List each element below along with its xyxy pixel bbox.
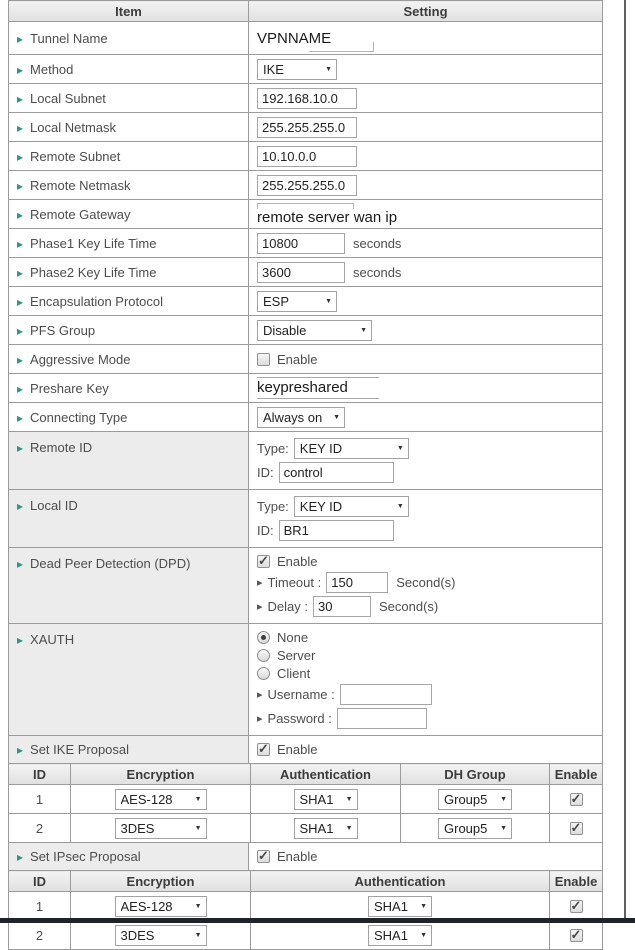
row-label: Dead Peer Detection (DPD) (30, 556, 191, 571)
timeout-label: Timeout : (267, 575, 322, 590)
ike-row-enable-checkbox-1[interactable] (570, 793, 583, 806)
pfs-group-select[interactable]: Disable ▼ (257, 320, 372, 341)
row-label: Remote Netmask (30, 177, 131, 193)
row-label: Set IPsec Proposal (30, 849, 141, 864)
chevron-down-icon: ▼ (194, 824, 202, 832)
ipsec-proposal-enable-checkbox[interactable] (257, 850, 270, 863)
row-encapsulation-protocol (9, 287, 603, 316)
chevron-down-icon: ▼ (194, 795, 202, 803)
dpd-timeout-input[interactable] (326, 572, 388, 593)
ipsec-row-enable-checkbox-2[interactable] (570, 929, 583, 942)
password-label: Password : (267, 711, 332, 726)
input-corner-decoration (309, 42, 374, 52)
row-label: Set IKE Proposal (30, 742, 130, 757)
remote-netmask-input[interactable] (257, 175, 357, 196)
ike-proposal-table (8, 763, 603, 843)
sub-bullet-arrow-icon: ▸ (257, 601, 263, 613)
bullet-arrow-icon: ▸ (17, 381, 24, 396)
bullet-arrow-icon: ▸ (17, 91, 24, 106)
local-netmask-input[interactable] (257, 117, 357, 138)
row-label: Aggressive Mode (30, 351, 131, 367)
row-tunnel-name (9, 22, 603, 55)
row-phase2-key-life-time (9, 258, 603, 287)
bullet-arrow-icon: ▸ (17, 178, 24, 193)
row-label: Phase2 Key Life Time (30, 264, 157, 280)
row-label: Remote Gateway (30, 206, 131, 222)
item-column-header: Item (9, 1, 249, 22)
ike-authentication-select-1[interactable]: SHA1 ▼ (294, 789, 358, 810)
chevron-down-icon: ▼ (396, 445, 404, 452)
xauth-server-radio[interactable] (257, 649, 270, 662)
proposal-id: 2 (9, 814, 71, 843)
ike-encryption-select-2[interactable]: 3DES ▼ (115, 818, 207, 839)
row-remote-id (9, 432, 603, 490)
local-id-input[interactable] (279, 520, 394, 541)
window-frame-vertical-line (624, 0, 626, 923)
bullet-arrow-icon: ▸ (17, 236, 24, 251)
bullet-arrow-icon: ▸ (17, 410, 24, 425)
ike-proposal-enable-checkbox[interactable] (257, 743, 270, 756)
ipsec-col-encryption: Encryption (71, 871, 251, 892)
bullet-arrow-icon: ▸ (17, 149, 24, 164)
type-label: Type: (257, 441, 289, 456)
row-label: Remote ID (30, 440, 93, 455)
ipsec-authentication-select-1[interactable]: SHA1 ▼ (368, 896, 432, 917)
radio-label: Client (277, 666, 311, 681)
ipsec-proposal-table (8, 870, 603, 950)
bullet-arrow-icon: ▸ (17, 743, 24, 757)
dpd-delay-input[interactable] (313, 596, 371, 617)
tunnel-name-value[interactable]: VPNNAME (257, 29, 332, 47)
row-label: Method (30, 61, 74, 77)
row-label: Preshare Key (30, 380, 109, 396)
bullet-arrow-icon: ▸ (17, 850, 24, 864)
row-label: Local Subnet (30, 90, 106, 106)
row-remote-subnet (9, 142, 603, 171)
window-frame-bottom-bar (0, 918, 635, 923)
chevron-down-icon: ▼ (194, 902, 202, 910)
bullet-arrow-icon: ▸ (17, 265, 24, 280)
row-label: Connecting Type (30, 409, 128, 425)
xauth-none-radio[interactable] (257, 631, 270, 644)
ike-dh-group-select-1[interactable]: Group5 ▼ (438, 789, 512, 810)
row-aggressive-mode (9, 345, 603, 374)
chevron-down-icon: ▼ (345, 795, 353, 803)
row-local-id (9, 490, 603, 548)
ipsec-col-id: ID (9, 871, 71, 892)
bullet-arrow-icon: ▸ (17, 633, 24, 647)
bullet-arrow-icon: ▸ (17, 120, 24, 135)
remote-gateway-value[interactable]: remote server wan ip (257, 209, 398, 226)
xauth-password-input[interactable] (337, 708, 427, 729)
proposal-id: 2 (9, 921, 71, 950)
row-label: Remote Subnet (30, 148, 121, 164)
method-select[interactable]: IKE ▼ (257, 59, 337, 80)
bullet-arrow-icon: ▸ (17, 557, 24, 571)
row-dpd (9, 548, 603, 624)
row-phase1-key-life-time (9, 229, 603, 258)
radio-label: None (277, 630, 309, 645)
ike-col-encryption: Encryption (71, 764, 251, 785)
sub-bullet-arrow-icon: ▸ (257, 689, 263, 701)
settings-table (8, 0, 603, 764)
radio-label: Server (277, 648, 316, 663)
chevron-down-icon: ▼ (325, 297, 332, 305)
remote-id-type-select[interactable]: KEY ID ▼ (294, 438, 409, 459)
ipsec-col-enable: Enable (550, 871, 603, 892)
proposal-id: 1 (9, 892, 71, 921)
checkbox-label: Enable (277, 742, 318, 757)
table-header-row (9, 1, 603, 22)
connecting-type-select[interactable]: Always on ▼ (257, 407, 345, 428)
row-label: Local ID (30, 498, 78, 513)
bullet-arrow-icon: ▸ (17, 323, 24, 338)
delay-label: Delay : (267, 599, 308, 614)
unit-label: seconds (353, 264, 402, 280)
ike-row-enable-checkbox-2[interactable] (570, 822, 583, 835)
chevron-down-icon: ▼ (325, 65, 332, 73)
ipsec-proposal-row (9, 921, 603, 950)
bullet-arrow-icon: ▸ (17, 499, 24, 513)
id-label: ID: (257, 465, 274, 480)
dpd-enable-checkbox[interactable] (257, 555, 270, 568)
bullet-arrow-icon: ▸ (17, 352, 24, 367)
xauth-username-input[interactable] (340, 684, 432, 705)
row-set-ike-proposal (9, 736, 603, 764)
row-set-ipsec-proposal (9, 843, 603, 871)
row-preshare-key (9, 374, 603, 403)
row-remote-gateway (9, 200, 603, 229)
ipsec-col-authentication: Authentication (251, 871, 550, 892)
row-label: Local Netmask (30, 119, 117, 135)
phase1-key-life-time-input[interactable] (257, 233, 345, 254)
bullet-arrow-icon: ▸ (17, 441, 24, 455)
type-label: Type: (257, 499, 289, 514)
id-label: ID: (257, 523, 274, 538)
unit-label: Second(s) (379, 599, 439, 614)
ipsec-row-enable-checkbox-1[interactable] (570, 900, 583, 913)
chevron-down-icon: ▼ (194, 931, 202, 939)
chevron-down-icon: ▼ (345, 824, 353, 832)
local-id-type-select[interactable]: KEY ID ▼ (294, 496, 409, 517)
remote-id-input[interactable] (279, 462, 394, 483)
ipsec-authentication-select-2[interactable]: SHA1 ▼ (368, 925, 432, 946)
local-subnet-input[interactable] (257, 88, 357, 109)
remote-subnet-input[interactable] (257, 146, 357, 167)
ike-authentication-select-2[interactable]: SHA1 ▼ (294, 818, 358, 839)
unit-label: Second(s) (396, 575, 456, 590)
row-pfs-group (9, 316, 603, 345)
row-label: PFS Group (30, 322, 96, 338)
row-label: Phase1 Key Life Time (30, 235, 157, 251)
chevron-down-icon: ▼ (420, 902, 427, 910)
chevron-down-icon: ▼ (420, 931, 427, 939)
set-ipsec-proposal-row-table (8, 842, 603, 871)
chevron-down-icon: ▼ (500, 795, 507, 803)
phase2-key-life-time-input[interactable] (257, 262, 345, 283)
bullet-arrow-icon: ▸ (17, 31, 24, 46)
checkbox-label: Enable (277, 554, 318, 569)
ike-encryption-select-1[interactable]: AES-128 ▼ (115, 789, 207, 810)
row-method (9, 55, 603, 84)
unit-label: seconds (353, 235, 402, 251)
row-local-netmask (9, 113, 603, 142)
sub-bullet-arrow-icon: ▸ (257, 713, 263, 725)
row-local-subnet (9, 84, 603, 113)
chevron-down-icon: ▼ (360, 326, 367, 334)
sub-bullet-arrow-icon: ▸ (257, 577, 263, 589)
aggressive-mode-checkbox[interactable] (257, 353, 270, 366)
chevron-down-icon: ▼ (396, 503, 404, 510)
row-xauth (9, 624, 603, 736)
ike-col-authentication: Authentication (251, 764, 401, 785)
proposal-id: 1 (9, 785, 71, 814)
preshare-key-value[interactable]: keypreshared (257, 377, 379, 399)
ike-col-dh-group: DH Group (401, 764, 550, 785)
checkbox-label: Enable (277, 849, 318, 864)
ike-col-enable: Enable (550, 764, 603, 785)
ike-proposal-header-row (9, 764, 603, 785)
ike-proposal-row (9, 785, 603, 814)
row-label: Encapsulation Protocol (30, 293, 164, 309)
chevron-down-icon: ▼ (500, 824, 507, 832)
bullet-arrow-icon: ▸ (17, 62, 24, 77)
setting-column-header: Setting (249, 1, 603, 22)
encapsulation-protocol-select[interactable]: ESP ▼ (257, 291, 337, 312)
ike-col-id: ID (9, 764, 71, 785)
row-remote-netmask (9, 171, 603, 200)
username-label: Username : (267, 687, 335, 702)
ike-proposal-row (9, 814, 603, 843)
ipsec-encryption-select-1[interactable]: AES-128 ▼ (115, 896, 207, 917)
bullet-arrow-icon: ▸ (17, 294, 24, 309)
xauth-client-radio[interactable] (257, 667, 270, 680)
bullet-arrow-icon: ▸ (17, 207, 24, 222)
ike-dh-group-select-2[interactable]: Group5 ▼ (438, 818, 512, 839)
vpn-settings-form (8, 0, 603, 950)
checkbox-label: Enable (277, 351, 318, 367)
row-connecting-type (9, 403, 603, 432)
row-label: Tunnel Name (30, 30, 108, 46)
row-label: XAUTH (30, 632, 75, 647)
ipsec-encryption-select-2[interactable]: 3DES ▼ (115, 925, 207, 946)
chevron-down-icon: ▼ (333, 413, 340, 421)
ipsec-proposal-header-row (9, 871, 603, 892)
ipsec-proposal-row (9, 892, 603, 921)
